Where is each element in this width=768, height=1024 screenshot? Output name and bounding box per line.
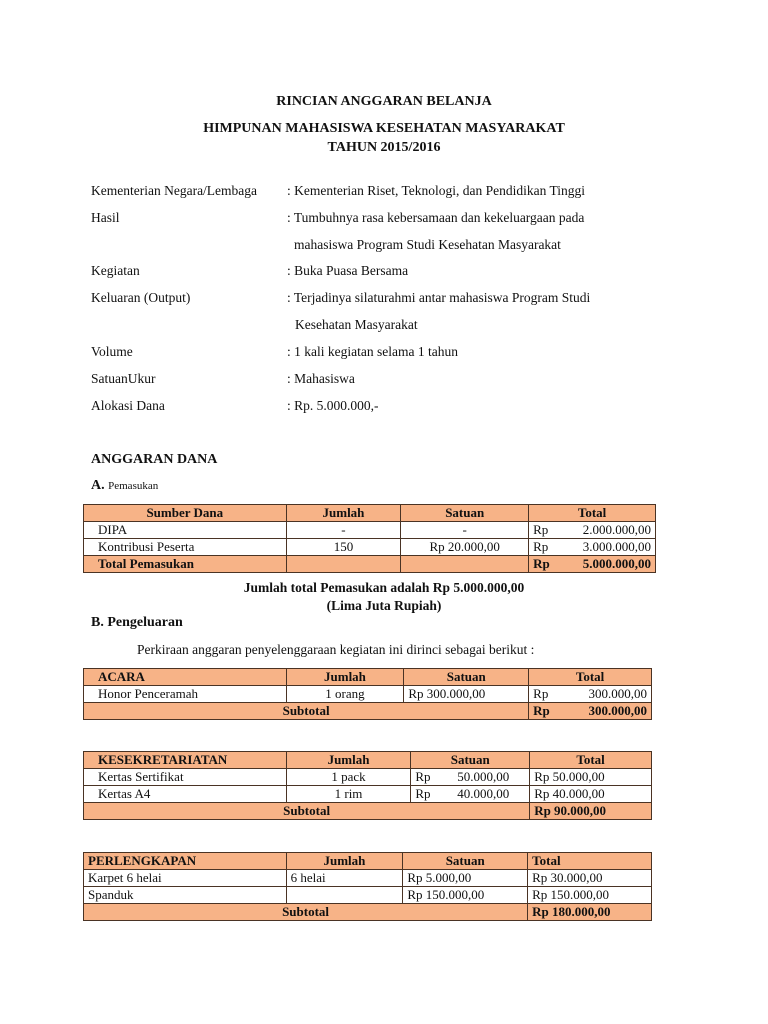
col-header: Jumlah <box>286 752 411 769</box>
col-header: KESEKRETARIATAN <box>84 752 287 769</box>
section-b-intro: Perkiraan anggaran penyelenggaraan kegiatan ini dirinci sebagai berikut : <box>137 642 535 657</box>
currency-label: Rp <box>533 522 549 537</box>
cell-total <box>529 686 652 703</box>
footer-total <box>529 703 652 720</box>
info-value: : 1 kali kegiatan selama 1 tahun <box>287 344 458 359</box>
col-header: Satuan <box>404 669 529 686</box>
currency-label: Rp <box>533 539 549 554</box>
cell-jumlah: 1 pack <box>286 769 411 786</box>
currency-label: Rp <box>533 556 550 571</box>
cell-item: Kertas Sertifikat <box>84 769 287 786</box>
info-label: Volume <box>91 344 133 359</box>
empty-cell <box>286 556 401 573</box>
cell-sumber: DIPA <box>84 522 287 539</box>
footer-label: Subtotal <box>84 803 530 820</box>
info-value: : Rp. 5.000.000,- <box>287 398 379 413</box>
table-header-row <box>84 505 656 522</box>
col-header: PERLENGKAPAN <box>84 853 287 870</box>
cell-total <box>529 539 656 556</box>
info-value: : Terjadinya silaturahmi antar mahasiswa Program Studi <box>287 290 591 305</box>
empty-cell <box>401 556 529 573</box>
table-footer-row <box>84 556 656 573</box>
table-footer-row <box>84 803 652 820</box>
info-value: : Kementerian Riset, Teknologi, dan Pendidikan Tinggi <box>287 183 586 198</box>
cell-satuan <box>411 786 530 803</box>
col-header: Total <box>529 505 656 522</box>
col-header: Sumber Dana <box>84 505 287 522</box>
col-header: Satuan <box>411 752 530 769</box>
amount: 5.000.000,00 <box>582 556 651 571</box>
acara-table <box>83 668 652 720</box>
currency-label: Rp <box>415 769 431 784</box>
cell-total: Rp 40.000,00 <box>530 786 652 803</box>
table-row <box>84 539 656 556</box>
info-value-cont: mahasiswa Program Studi Kesehatan Masyarakat <box>294 237 561 252</box>
table-footer-row <box>84 904 652 921</box>
table-row <box>84 522 656 539</box>
table-row <box>84 686 652 703</box>
cell-satuan: Rp 150.000,00 <box>403 887 528 904</box>
cell-total: Rp 150.000,00 <box>528 887 652 904</box>
cell-item: Kertas A4 <box>84 786 287 803</box>
cell-satuan: Rp 5.000,00 <box>403 870 528 887</box>
col-header: Total <box>530 752 652 769</box>
cell-item: Karpet 6 helai <box>84 870 287 887</box>
cell-satuan: Rp 20.000,00 <box>401 539 529 556</box>
amount: 2.000.000,00 <box>582 522 651 537</box>
pemasukan-table <box>83 504 656 573</box>
cell-item: Honor Penceramah <box>84 686 287 703</box>
table-row <box>84 870 652 887</box>
section-a-label: Pemasukan <box>108 480 159 492</box>
cell-jumlah: 6 helai <box>286 870 403 887</box>
kesekretariatan-table <box>83 751 652 820</box>
perlengkapan-table <box>83 852 652 921</box>
col-header: Satuan <box>401 505 529 522</box>
col-header: Jumlah <box>286 669 404 686</box>
info-label: Kementerian Negara/Lembaga <box>91 183 258 198</box>
amount: 50.000,00 <box>457 769 510 784</box>
table-header-row <box>84 853 652 870</box>
table-row <box>84 786 652 803</box>
pemasukan-summary: Jumlah total Pemasukan adalah Rp 5.000.000,00 <box>243 580 525 595</box>
pemasukan-summary-words: (Lima Juta Rupiah) <box>326 598 442 613</box>
amount: 300.000,00 <box>588 686 647 701</box>
info-label: SatuanUkur <box>91 371 156 386</box>
info-value: : Mahasiswa <box>287 371 355 386</box>
table-row <box>84 887 652 904</box>
col-header: Jumlah <box>286 505 401 522</box>
info-label: Kegiatan <box>91 263 140 278</box>
info-value: : Buka Puasa Bersama <box>287 263 409 278</box>
info-value-cont: Kesehatan Masyarakat <box>295 317 418 332</box>
section-b-heading: B. Pengeluaran <box>91 615 183 630</box>
cell-satuan: Rp 300.000,00 <box>404 686 529 703</box>
amount: 3.000.000,00 <box>582 539 651 554</box>
table-row <box>84 769 652 786</box>
info-label: Hasil <box>91 210 120 225</box>
info-value: : Tumbuhnya rasa kebersamaan dan kekeluargaan pada <box>287 210 585 225</box>
cell-satuan <box>411 769 530 786</box>
info-label: Alokasi Dana <box>91 398 165 413</box>
col-header: Total <box>529 669 652 686</box>
section-a-heading <box>91 478 158 494</box>
cell-jumlah: 1 orang <box>286 686 404 703</box>
cell-jumlah: 150 <box>286 539 401 556</box>
table-header-row <box>84 669 652 686</box>
footer-label: Subtotal <box>84 703 529 720</box>
doc-title: RINCIAN ANGGARAN BELANJA <box>276 94 492 109</box>
col-header: ACARA <box>84 669 287 686</box>
info-label: Keluaran (Output) <box>91 290 191 305</box>
cell-sumber: Kontribusi Peserta <box>84 539 287 556</box>
col-header: Satuan <box>403 853 528 870</box>
table-footer-row <box>84 703 652 720</box>
anggaran-heading: ANGGARAN DANA <box>91 452 218 467</box>
doc-year: TAHUN 2015/2016 <box>327 140 441 155</box>
currency-label: Rp <box>533 703 550 718</box>
cell-jumlah: 1 rim <box>286 786 411 803</box>
amount: 300.000,00 <box>588 703 647 718</box>
col-header: Jumlah <box>286 853 403 870</box>
amount: 40.000,00 <box>457 786 510 801</box>
cell-total: Rp 30.000,00 <box>528 870 652 887</box>
cell-item: Spanduk <box>84 887 287 904</box>
footer-total <box>529 556 656 573</box>
cell-jumlah: - <box>286 522 401 539</box>
footer-total: Rp 180.000,00 <box>528 904 652 921</box>
currency-label: Rp <box>533 686 549 701</box>
doc-subtitle: HIMPUNAN MAHASISWA KESEHATAN MASYARAKAT <box>203 121 565 136</box>
currency-label: Rp <box>415 786 431 801</box>
section-a-prefix: A. <box>91 478 105 493</box>
col-header: Total <box>528 853 652 870</box>
footer-label: Total Pemasukan <box>84 556 287 573</box>
cell-total: Rp 50.000,00 <box>530 769 652 786</box>
cell-satuan: - <box>401 522 529 539</box>
footer-total: Rp 90.000,00 <box>530 803 652 820</box>
footer-label: Subtotal <box>84 904 528 921</box>
cell-total <box>529 522 656 539</box>
cell-jumlah <box>286 887 403 904</box>
table-header-row <box>84 752 652 769</box>
